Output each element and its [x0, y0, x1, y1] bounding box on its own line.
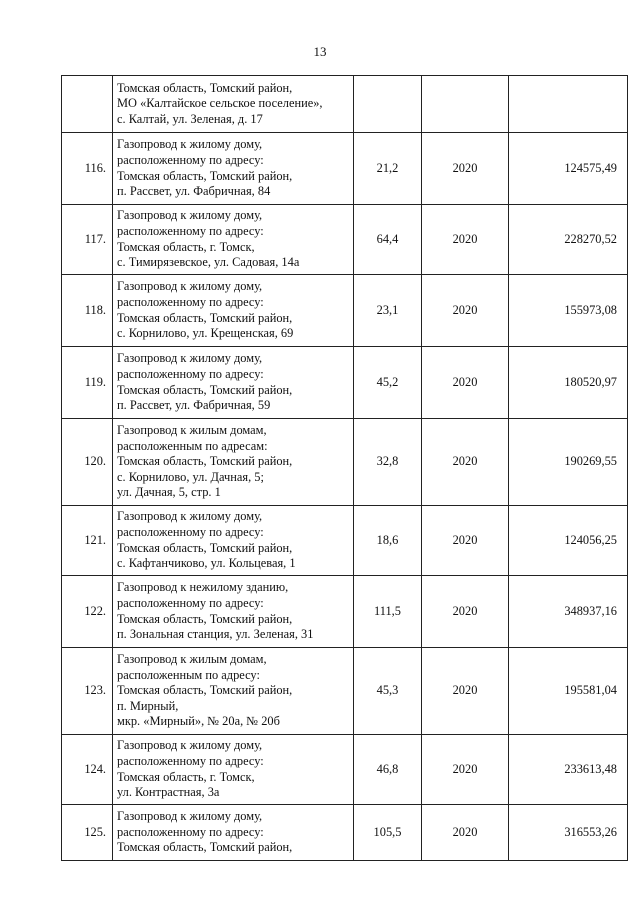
description-line: Томская область, Томский район,	[117, 80, 293, 95]
description-line: расположенному по адресу:	[117, 524, 264, 539]
commissioning-year: 2020	[422, 133, 509, 205]
object-description	[113, 205, 354, 275]
description-line: с. Тимирязевское, ул. Садовая, 14а	[117, 255, 300, 270]
balance-cost: 124056,25	[509, 506, 628, 576]
commissioning-year	[422, 76, 509, 133]
pipeline-length: 45,3	[354, 648, 422, 735]
table-row	[62, 648, 628, 735]
commissioning-year: 2020	[422, 735, 509, 805]
balance-cost: 348937,16	[509, 576, 628, 648]
object-description	[113, 133, 354, 205]
pipeline-length	[354, 76, 422, 133]
balance-cost	[509, 76, 628, 133]
object-description	[113, 576, 354, 648]
pipeline-length: 105,5	[354, 805, 422, 861]
table-row	[62, 133, 628, 205]
pipeline-length: 23,1	[354, 275, 422, 347]
description-line: с. Корнилово, ул. Дачная, 5;	[117, 469, 264, 484]
description-line: Томская область, Томский район,	[117, 683, 293, 698]
row-number: 125.	[62, 805, 113, 861]
description-line: расположенному по адресу:	[117, 366, 264, 381]
description-line: Томская область, г. Томск,	[117, 769, 255, 784]
object-description	[113, 275, 354, 347]
page-number: 13	[313, 44, 327, 59]
table-row	[62, 205, 628, 275]
object-description	[113, 648, 354, 735]
commissioning-year: 2020	[422, 576, 509, 648]
row-number: 124.	[62, 735, 113, 805]
row-number: 121.	[62, 506, 113, 576]
balance-cost: 155973,08	[509, 275, 628, 347]
description-line: МО «Калтайское сельское поселение»,	[117, 96, 323, 111]
pipeline-length: 32,8	[354, 419, 422, 506]
balance-cost: 233613,48	[509, 735, 628, 805]
description-line: Томская область, г. Томск,	[117, 239, 255, 254]
table-row	[62, 506, 628, 576]
commissioning-year: 2020	[422, 419, 509, 506]
description-line: Томская область, Томский район,	[117, 540, 293, 555]
table-body	[62, 76, 628, 861]
pipeline-length: 46,8	[354, 735, 422, 805]
object-description	[113, 347, 354, 419]
pipeline-length: 45,2	[354, 347, 422, 419]
commissioning-year: 2020	[422, 805, 509, 861]
row-number: 116.	[62, 133, 113, 205]
description-line: мкр. «Мирный», № 20а, № 20б	[117, 714, 280, 729]
description-line: расположенному по адресу:	[117, 595, 264, 610]
description-line: Газопровод к жилому дому,	[117, 509, 263, 524]
description-line: расположенным по адресу:	[117, 667, 260, 682]
description-line: п. Рассвет, ул. Фабричная, 84	[117, 184, 271, 199]
description-line: расположенному по адресу:	[117, 294, 264, 309]
description-line: п. Мирный,	[117, 698, 179, 713]
table-row	[62, 576, 628, 648]
pipeline-length: 18,6	[354, 506, 422, 576]
description-line: Газопровод к жилому дому,	[117, 738, 263, 753]
description-line: Газопровод к жилому дому,	[117, 137, 263, 152]
description-line: расположенному по адресу:	[117, 223, 264, 238]
balance-cost: 124575,49	[509, 133, 628, 205]
balance-cost: 228270,52	[509, 205, 628, 275]
description-line: Томская область, Томский район,	[117, 310, 293, 325]
row-number: 119.	[62, 347, 113, 419]
row-number	[62, 76, 113, 133]
description-line: п. Рассвет, ул. Фабричная, 59	[117, 398, 271, 413]
description-line: Томская область, Томский район,	[117, 454, 293, 469]
table-row	[62, 419, 628, 506]
description-line: Томская область, Томский район,	[117, 382, 293, 397]
pipeline-length: 21,2	[354, 133, 422, 205]
row-number: 123.	[62, 648, 113, 735]
description-line: Томская область, Томский район,	[117, 611, 293, 626]
table-row	[62, 805, 628, 861]
description-line: ул. Дачная, 5, стр. 1	[117, 485, 221, 500]
description-line: п. Зональная станция, ул. Зеленая, 31	[117, 627, 314, 642]
table-row	[62, 76, 628, 133]
description-line: расположенному по адресу:	[117, 753, 264, 768]
pipeline-length: 111,5	[354, 576, 422, 648]
description-line: с. Калтай, ул. Зеленая, д. 17	[117, 111, 263, 126]
row-number: 118.	[62, 275, 113, 347]
commissioning-year: 2020	[422, 648, 509, 735]
object-description	[113, 419, 354, 506]
description-line: с. Корнилово, ул. Крещенская, 69	[117, 326, 294, 341]
object-description	[113, 735, 354, 805]
description-line: расположенному по адресу:	[117, 824, 264, 839]
description-line: ул. Контрастная, 3а	[117, 785, 220, 800]
row-number: 122.	[62, 576, 113, 648]
description-line: с. Кафтанчиково, ул. Кольцевая, 1	[117, 556, 296, 571]
row-number: 120.	[62, 419, 113, 506]
description-line: Газопровод к жилым домам,	[117, 652, 267, 667]
description-line: расположенному по адресу:	[117, 152, 264, 167]
description-line: Газопровод к жилому дому,	[117, 208, 263, 223]
object-description	[113, 76, 354, 133]
commissioning-year: 2020	[422, 275, 509, 347]
commissioning-year: 2020	[422, 347, 509, 419]
description-line: Томская область, Томский район,	[117, 168, 293, 183]
balance-cost: 180520,97	[509, 347, 628, 419]
description-line: Газопровод к жилому дому,	[117, 809, 263, 824]
balance-cost: 190269,55	[509, 419, 628, 506]
balance-cost: 195581,04	[509, 648, 628, 735]
object-description	[113, 506, 354, 576]
description-line: расположенным по адресам:	[117, 438, 268, 453]
commissioning-year: 2020	[422, 506, 509, 576]
table-row	[62, 275, 628, 347]
description-line: Газопровод к жилому дому,	[117, 279, 263, 294]
description-line: Томская область, Томский район,	[117, 840, 293, 855]
description-line: Газопровод к жилому дому,	[117, 351, 263, 366]
gas-pipeline-table	[61, 75, 628, 861]
row-number: 117.	[62, 205, 113, 275]
description-line: Газопровод к нежилому зданию,	[117, 580, 289, 595]
table-row	[62, 735, 628, 805]
object-description	[113, 805, 354, 861]
description-line: Газопровод к жилым домам,	[117, 423, 267, 438]
table-row	[62, 347, 628, 419]
pipeline-length: 64,4	[354, 205, 422, 275]
balance-cost: 316553,26	[509, 805, 628, 861]
commissioning-year: 2020	[422, 205, 509, 275]
